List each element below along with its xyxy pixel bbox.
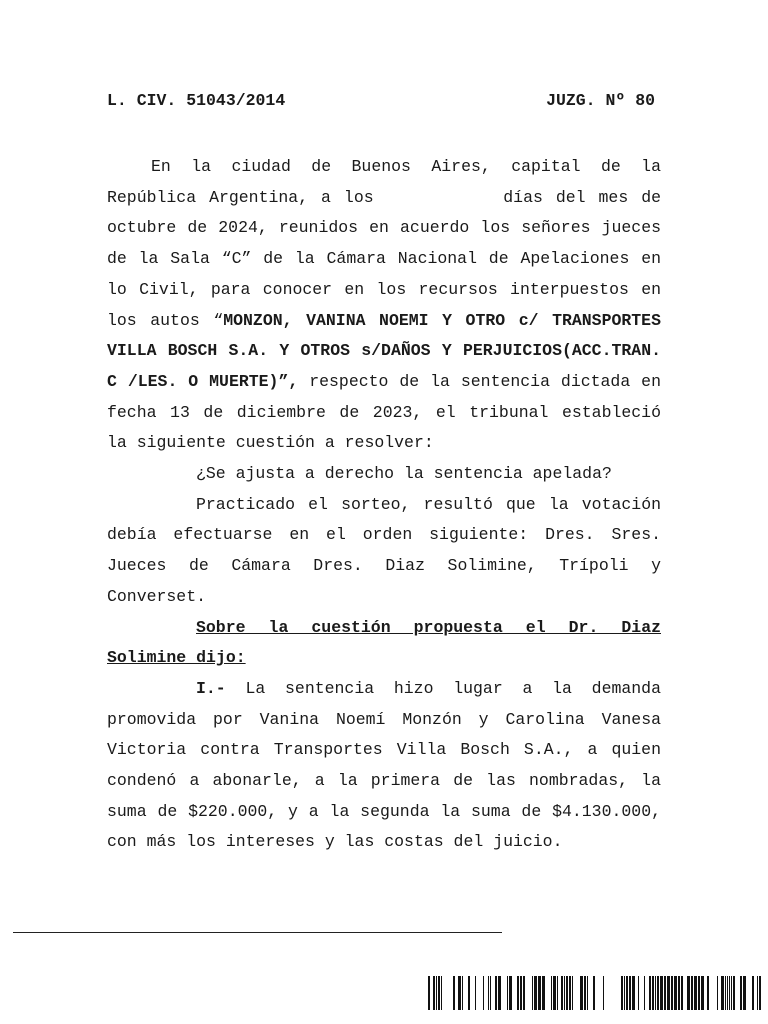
section-text: La sentencia hizo lugar a la demanda promovida por Vanina Noemí Monzón y Carolina Vanesa Victoria contra Transportes Villa Bosch S.A., a quien condenó a abonarle, a la primera de las nombradas, la suma de $220.000, y a la segunda la suma de $4.130.000, con más los intereses y las costas del juicio. xyxy=(107,678,661,852)
court-number: JUZG. Nº 80 xyxy=(546,91,655,110)
case-title: MONZON, VANINA NOEMI Y OTRO c/ TRANSPORTES VILLA BOSCH S.A. Y OTROS s/DAÑOS Y PERJUICIOS(ACC.TRAN. C /LES. O MUERTE)”, xyxy=(107,310,661,391)
question-paragraph: ¿Se ajusta a derecho la sentencia apelada? xyxy=(196,464,612,484)
section-number: I.- xyxy=(196,678,226,698)
document-body xyxy=(107,152,661,858)
section-heading xyxy=(107,613,661,674)
document-header xyxy=(107,91,655,111)
section-heading-text: Sobre la cuestión propuesta el Dr. Diaz Solimine dijo: xyxy=(107,617,661,668)
barcode xyxy=(428,976,762,1010)
opening-text: En la ciudad de Buenos Aires, capital de la República Argentina, a los días del mes de octubre de 2024, reunidos en acuerdo los señores jueces de la Sala “C” de la Cámara Nacional de Apelaciones en lo Civil, para conocer en los recursos interpuestos en los autos “ xyxy=(107,157,661,330)
case-number: L. CIV. 51043/2014 xyxy=(107,91,286,110)
opening-text-continued: respecto de la sentencia dictada en fecha 13 de diciembre de 2023, el tribunal estableció la siguiente cuestión a resolver: xyxy=(107,371,661,453)
draw-paragraph: Practicado el sorteo, resultó que la votación debía efectuarse en el orden siguiente: Dres. Sres. Jueces de Cámara Dres. Diaz Solimine, Trípoli y Converset. xyxy=(107,494,661,606)
opening-paragraph xyxy=(107,152,661,459)
footnote-divider xyxy=(13,932,502,933)
section-paragraph xyxy=(107,674,661,858)
